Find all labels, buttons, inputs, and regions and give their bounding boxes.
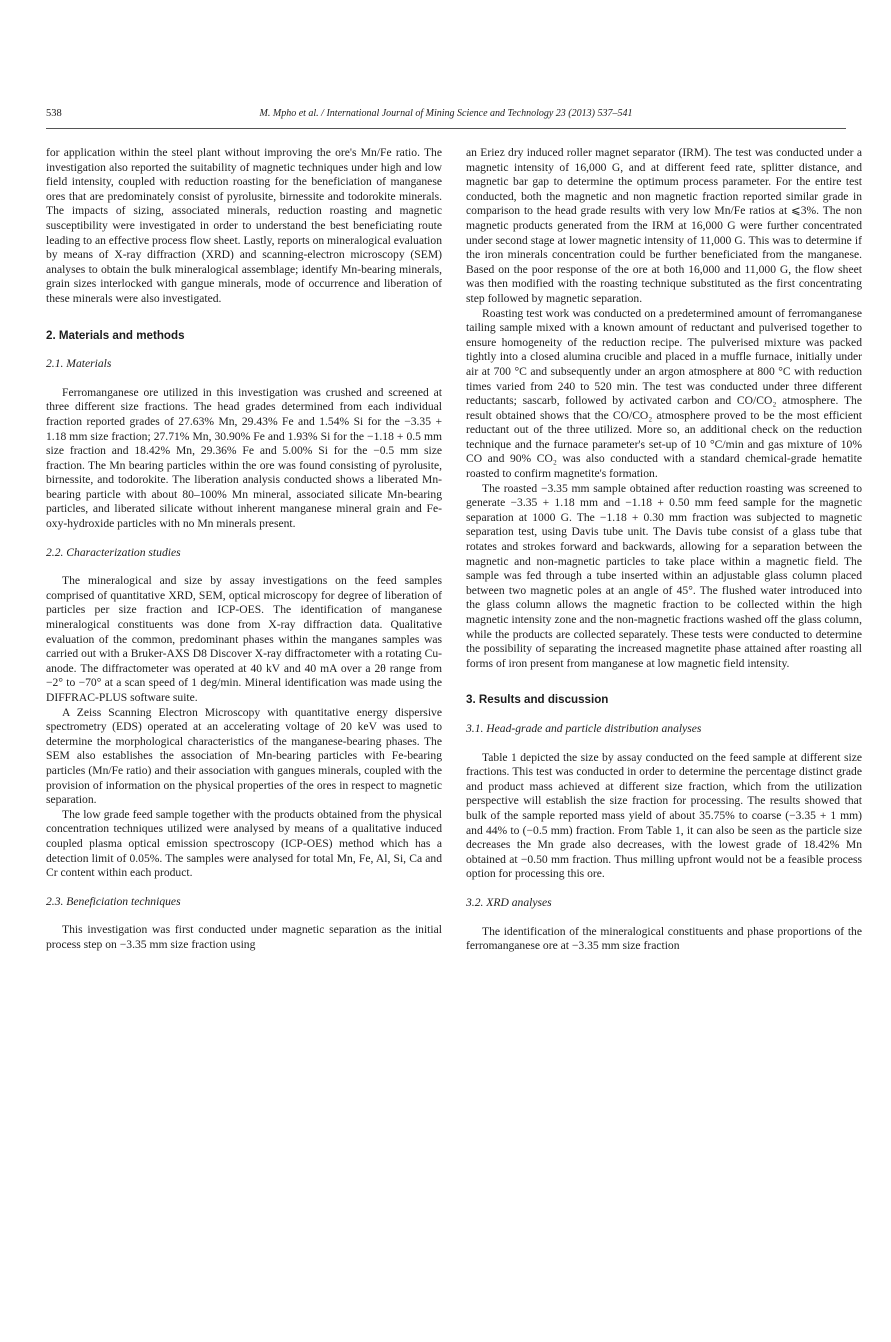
subsection-heading-materials: 2.1. Materials (46, 357, 112, 371)
characterization-paragraph-1: The mineralogical and size by assay investigations on the feed samples comprised of quantitative XRD, SEM, optical microscopy for degree of liberation of particles per size fraction and ICP-OES. The identification of manganese mineralogical constituents was done from X-ray diffraction data. Qualitative evaluation of the common, predominant phases within the manganes samples was carried out with a Bruker-AXS D8 Discover X-ray diffractometer with a rotating Cu-anode. The diffractometer was operated at 40 kV and 40 mA over a 2θ range from −2° to −70° at a scan speed of 1 deg/min. Mineral identification was made using the DIFFRAC-PLUS software suite. (46, 574, 442, 704)
intro-paragraph: for application within the steel plant without improving the ore's Mn/Fe ratio. The investigation also reported the suitability of magnetic techniques under high and low field intensity, coupled with reduction roasting for the beneficiation of manganese ores that are predominately consist of pyrolusite, birnessite and todorokite minerals. The impacts of sizing, associated minerals, reduction roasting and magnetic susceptibility were investigated in order to understand the best beneficiating route leading to an effective process flow sheet. Lastly, reports on mineralogical evaluation by means of X-ray diffraction (XRD) and scanning-electron microscopy (SEM) analyses to obtain the bulk mineralogical assemblage; identify Mn-bearing minerals, grain sizes interlocked with gangue minerals, mode of occurrence and liberation of these minerals were also investigated. (46, 146, 442, 305)
section-heading-materials-methods: 2. Materials and methods (46, 328, 185, 342)
subsection-heading-characterization: 2.2. Characterization studies (46, 545, 181, 559)
beneficiation-paragraph: This investigation was first conducted under magnetic separation as the initial process step on −3.35 mm size fraction using (46, 923, 442, 951)
head-grade-paragraph: Table 1 depicted the size by assay conducted on the feed sample at different size fractions. This test was conducted in order to determine the percentage distinct grade and product mass achieved at different size fraction, which from the utilization perspective will establish the size fraction for processing. The results showed that bulk of the sample reported mass yield of about 35.75% to coarse (−3.35 + 1 mm) and 44% to (−0.5 mm) fraction. From Table 1, it can also be seen as the particle size decreases the Mn grade also decreases, with the lowest grade of 18.42% Mn obtained at −0.50 mm fraction. Thus milling upfront would not be a feasible process option for processing this ore. (466, 750, 862, 881)
subsection-heading-beneficiation: 2.3. Beneficiation techniques (46, 894, 181, 908)
materials-paragraph: Ferromanganese ore utilized in this investigation was crushed and screened at three different size fractions. The head grades determined from each individual fraction reported grades of 27.63% Mn, 29.43% Fe and 1.54% Si for the −3.35 + 1.18 mm size fraction; 27.71% Mn, 30.90% Fe and 1.93% Si for the −1.18 + 0.5 mm size fraction and 18.42% Mn, 29.36% Fe and 5.00% Si for the −0.5 mm size fraction. The Mn bearing particles within the ore was found consisting of pyrolusite, birnessite, and todorokite. The liberation analysis conducted shows a liberated Mn-bearing particle with about 80–100% Mn mineral, associated silicate Mn-bearing particles, and liberated silicate without inherent manganese mineral grain and Fe-oxy-hydroxide particles with no Mn minerals present. (46, 385, 442, 531)
characterization-paragraph-3: The low grade feed sample together with the products obtained from the physical concentration techniques utilized were analysed by means of a qualitative induced coupled plasma optical emission spectroscopy (ICP-OES) method which has a detection limit of 0.05%. The samples were analysed for total Mn, Fe, Al, Si, Ca and Cr content within each product. (46, 807, 442, 880)
roasting-paragraph: Roasting test work was conducted on a predetermined amount of ferromanganese tailing sample mixed with a known amount of reductant and pulverised together to ensure homogeneity of the reduction recipe. The pulverised mixture was packed tightly into a closed alumina crucible and placed in a muffle furnace, initially under air at 700 °C and subsequently under an argon atmosphere at 800 °C with reduction times varied from 240 to 520 min. The test was conducted under three different reductants; sascarb, followed by activated carbon and CO/CO₂ atmosphere. The result obtained shows that the CO/CO₂ atmosphere proved to be the most efficient reductant out of the three utilized. More so, an additional check on the reduction technique and the furnace parameter's set-up of 10 °C/min and gas mixture of 10% CO and 90% CO₂ was also conducted with a standard chemical-grade hematite roasted to confirm magnetite's formation. (466, 306, 862, 481)
running-head: M. Mpho et al. / International Journal of Mining Science and Technology 23 (2013) 537–541 (259, 108, 633, 119)
left-column (46, 146, 442, 953)
subsection-heading-xrd: 3.2. XRD analyses (466, 895, 552, 909)
right-column (466, 146, 862, 954)
xrd-paragraph: The identification of the mineralogical constituents and phase proportions of the ferromanganese ore at −3.35 mm size fraction (466, 924, 862, 953)
davis-tube-paragraph: The roasted −3.35 mm sample obtained after reduction roasting was screened to generate −3.35 + 1.18 mm and −1.18 + 0.50 mm feed sample for the magnetic separation at 1000 G. The −1.18 + 0.30 mm fraction was subjected to magnetic separation test, using Davis tube unit. The Davis tube consist of a glass tube that rotates and strokes forward and backwards, allowing for a separation between the magnetic and non-magnetic particles to take place within a magnetic field. The sample was fed through a tube inserted within an adjustable glass column placed between two magnetic poles at an angle of 45°. The flushed water introduced into the glass column allows the magnetic fraction to be collected within the high magnetic intensity zone and the non-magnetic fractions washed off the glass column, while the products are collected separately. These tests were conducted to determine the possibility of separating the increased magnetite phase attained after roasting all forms of iron present from manganese at low magnetic field intensity. (466, 481, 862, 670)
header-rule (46, 128, 846, 129)
characterization-paragraph-2: A Zeiss Scanning Electron Microscopy with quantitative energy dispersive spectrometry (EDS) operated at an accelerating voltage of 20 keV was used to determine the morphological characteristics of the manganese-bearing phases. The SEM also establishes the association of Mn-bearing particles with Fe-bearing particles (Mn/Fe ratio) and their association with gangues minerals, coupled with the provision of information on the physical properties of the ores in respect to magnetic separation. (46, 705, 442, 807)
page-header (46, 108, 846, 126)
subsection-heading-head-grade: 3.1. Head-grade and particle distribution analyses (466, 721, 702, 735)
page-number: 538 (46, 108, 62, 119)
magnetic-separation-paragraph: an Eriez dry induced roller magnet separator (IRM). The test was conducted under a magnetic intensity of 16,000 G, and at different feed rate, splitter distance, and magnetic bar gap to determine the optimum process parameter. For the entire test conducted, both the magnetic and non magnetic fraction reported similar grade in comparison to the head grade results with very low Mn/Fe ratios at ⩽3%. The non magnetic products generated from the IRM at 16,000 G were further concentrated under second stage at lower magnetic intensity of 11,000 G. This was to determine if the iron minerals concentration could be further beneficiated from the manganese. Based on the poor response of the ore at both 16,000 and 11,000 G, the flow sheet was then modified with the roasting technique substituted as the first concentrating step followed by magnetic separation. (466, 146, 862, 305)
section-heading-results: 3. Results and discussion (466, 693, 609, 707)
